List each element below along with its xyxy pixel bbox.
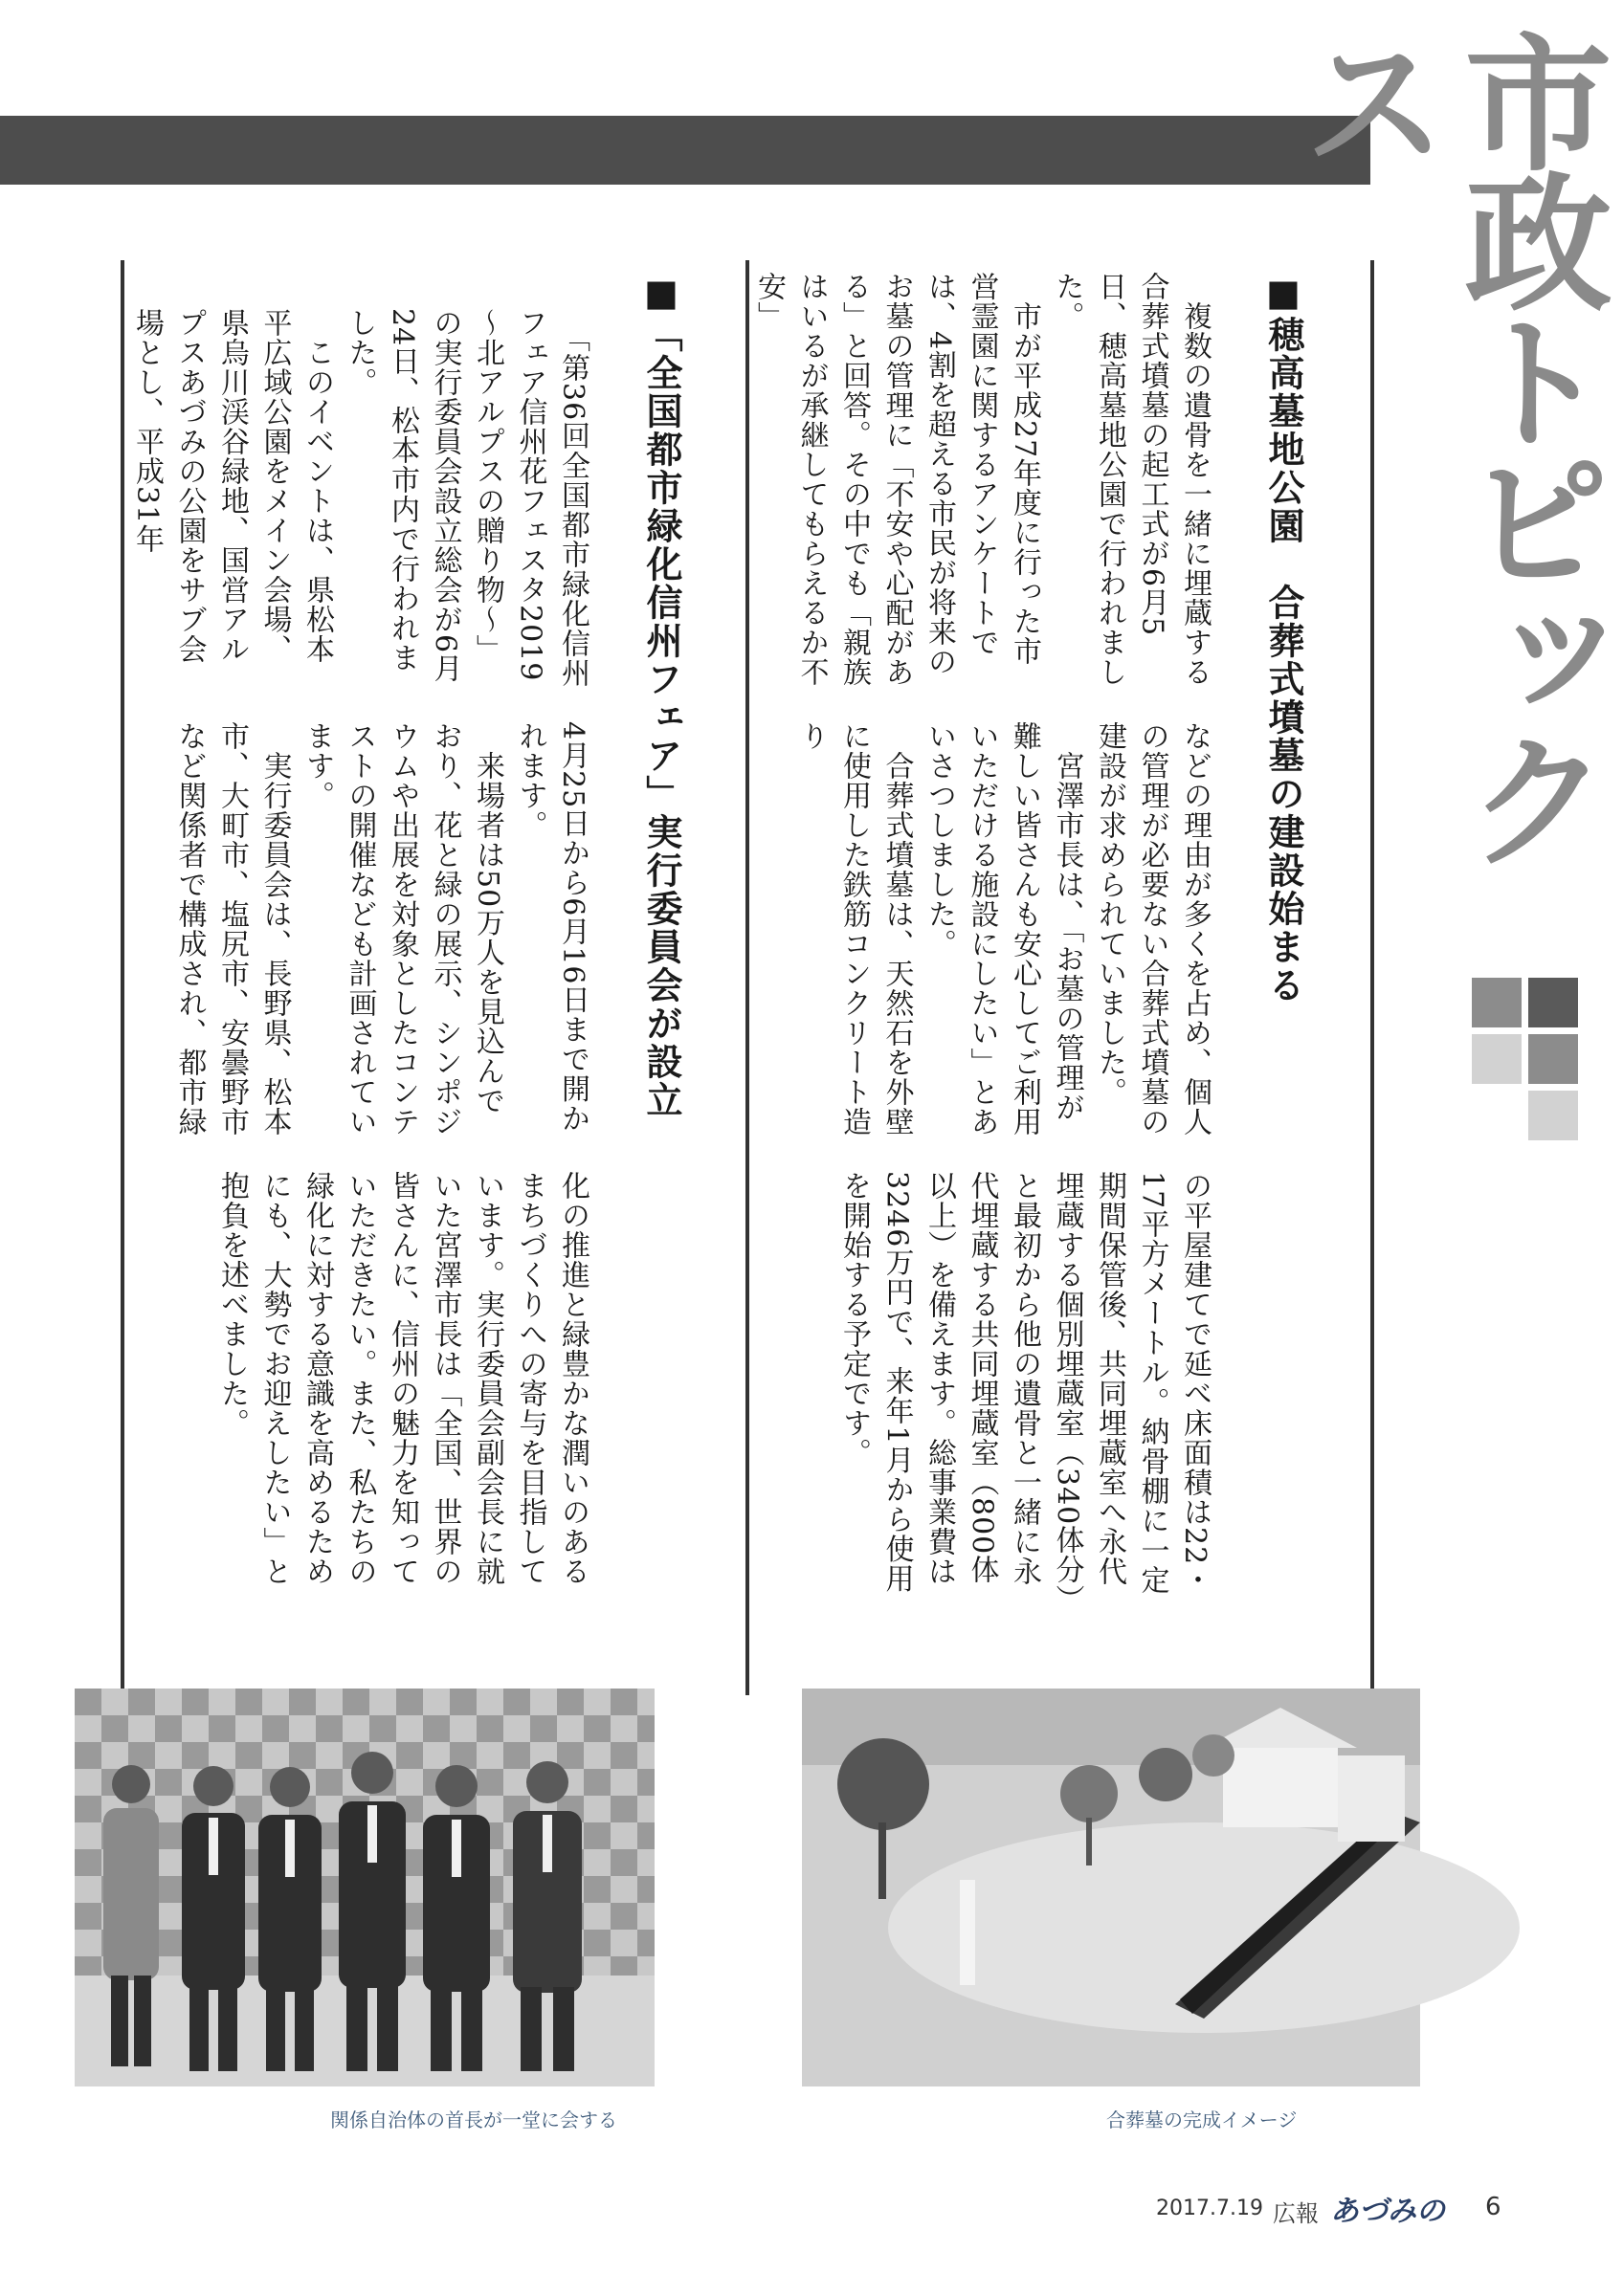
- group-photo-image: [75, 1689, 655, 2086]
- decor-square: [1528, 1091, 1578, 1140]
- photo-caption: 合葬墓の完成イメージ: [1106, 2108, 1298, 2131]
- group-photo: [75, 1689, 655, 2086]
- model-photo-image: [802, 1689, 1420, 2086]
- model-photo: [802, 1689, 1420, 2086]
- article-body-column: 「第36回全国都市緑化信州フェア信州花フェスタ2019～北アルプスの贈り物～」の実行委員会設立総会が6月24日、松本市内で行われました。 このイベントは、県松本平広域公園をメイン会場、県烏川渓谷緑地、国営アルプスあづみの公園をサブ会場とし、平成31年: [130, 308, 589, 689]
- footer-publication-name: あづみの: [1330, 2195, 1445, 2228]
- decor-square: [1528, 978, 1578, 1027]
- article-body-column: などの理由が多くを占め、個人の管理が必要ない合葬式墳墓の建設が求められていました。 宮澤市長は、「お墓の管理が難しい皆さんも安心してご利用いただける施設にしたい」とあいさつしました。 合葬式墳墓は、天然石を外壁に使用した鉄筋コンクリート造り: [794, 721, 1212, 1137]
- article-body-column: 複数の遺骨を一緒に埋蔵する合葬式墳墓の起工式が6月5日、穂高墓地公園で行われました。 市が平成27年度に行った市営霊園に関するアンケートでは、4割を超える市民が将来のお墓の管理に「不安や心配がある」と回答。その中でも「親族はいるが承継してもらえるか不安」: [752, 272, 1212, 687]
- article-body-column: の平屋建てで延べ床面積は22・17平方メートル。納骨棚に一定期間保管後、共同埋蔵室へ永代埋蔵する個別埋蔵室（340体分）と最初から他の遺骨と一緒に永代埋蔵する共同埋蔵室（800体以上）を備えます。総事業費は3246万円で、来年1月から使用を開始する予定です。: [837, 1171, 1212, 1601]
- decor-square: [1472, 978, 1522, 1027]
- article-heading: ■穂高墓地公園 合葬式墳墓の建設始まる: [1262, 272, 1304, 1004]
- header-bar: [0, 116, 1370, 185]
- footer-date: 2017.7.19: [1156, 2197, 1263, 2220]
- section-title: 市政トピックス: [1278, 27, 1613, 865]
- page-number: 6: [1485, 2193, 1501, 2221]
- article-body-column: 4月25日から6月16日まで開かれます。 来場者は50万人を見込んでおり、花と緑の展示、シンポジウムや出展を対象としたコンテストの開催なども計画されています。 実行委員会は、長野県、松本市、大町市、塩尻市、安曇野市など関係者で構成され、都市緑: [172, 721, 589, 1137]
- photo-caption: 関係自治体の首長が一堂に会する: [330, 2108, 617, 2131]
- decor-square: [1528, 1034, 1578, 1084]
- footer-publication-prefix: 広報: [1273, 2200, 1319, 2227]
- article-body-column: 化の推進と緑豊かな潤いのあるまちづくりへの寄与を目指しています。実行委員会副会長に就いた宮澤市長は「全国、世界の皆さんに、信州の魅力を知っていただきたい。また、私たちの緑化に対する意識を高めるためにも、大勢でお迎えしたい」と抱負を述べました。: [215, 1171, 589, 1586]
- decor-square: [1472, 1034, 1522, 1084]
- column-rule: [121, 260, 124, 1695]
- article-heading: ■「全国都市緑化信州フェア」実行委員会が設立: [640, 272, 682, 1119]
- column-rule: [1370, 260, 1374, 1695]
